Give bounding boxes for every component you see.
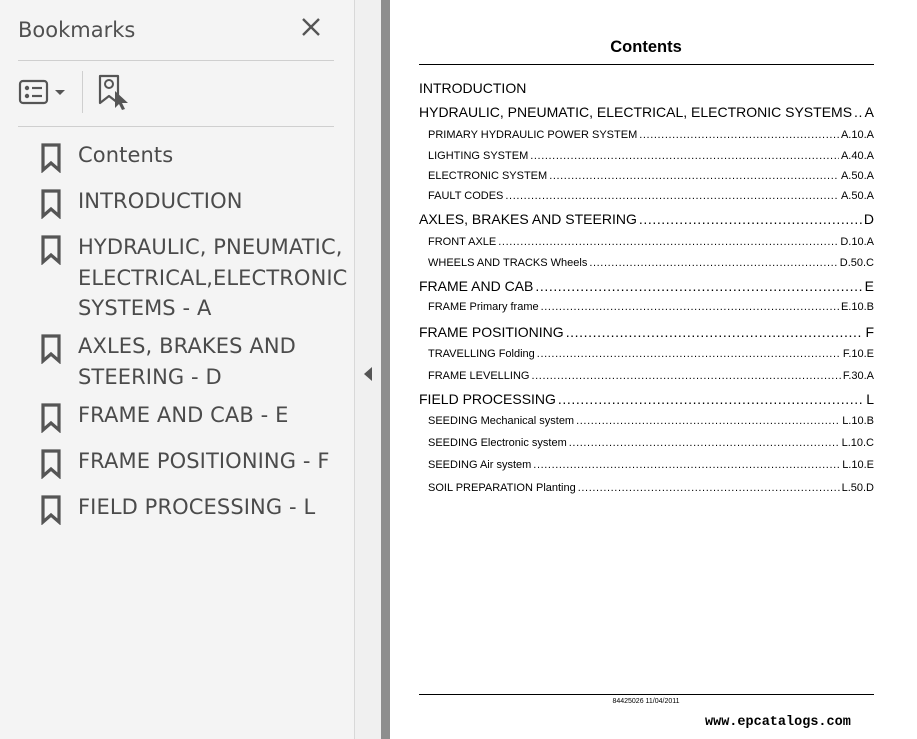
toc-leader-dots — [639, 211, 862, 227]
toc-entry-title: FIELD PROCESSING — [419, 391, 556, 407]
bookmark-item[interactable] — [40, 186, 243, 219]
toc-entry[interactable] — [428, 482, 874, 494]
toc-leader-dots — [537, 348, 841, 360]
options-menu-icon[interactable] — [18, 77, 68, 107]
toc-leader-dots — [576, 415, 840, 427]
toc-entry-title: FRAME POSITIONING — [419, 324, 564, 340]
bookmark-label: HYDRAULIC, PNEUMATIC, ELECTRICAL,ELECTRONIC SYSTEMS - A — [78, 235, 348, 320]
toc-entry-title: HYDRAULIC, PNEUMATIC, ELECTRICAL, ELECTRONIC SYSTEMS — [419, 104, 853, 120]
bookmark-icon — [40, 235, 62, 265]
toc-leader-dots — [639, 129, 839, 141]
toc-entry[interactable] — [428, 170, 874, 182]
document-page — [390, 0, 917, 739]
bookmark-icon — [40, 334, 62, 364]
toc-entry[interactable] — [428, 348, 874, 360]
toc-entry-page: F.30.A — [842, 370, 874, 382]
bookmark-label: FRAME POSITIONING - F — [78, 449, 330, 473]
toc-entry[interactable] — [419, 104, 874, 120]
toc-entry[interactable] — [428, 150, 874, 162]
toc-leader-dots — [498, 236, 838, 248]
toc-entry-page: E — [864, 278, 874, 294]
toc-entry-page: A.50.A — [840, 190, 874, 202]
toolbar-separator — [82, 71, 83, 113]
toc-entry-title: FRAME Primary frame — [428, 301, 539, 313]
panel-collapse-strip — [355, 0, 381, 739]
bookmark-icon — [40, 143, 62, 173]
bookmark-item[interactable] — [40, 331, 296, 392]
toc-entry-page: A — [864, 104, 874, 120]
toc-leader-dots — [533, 459, 840, 471]
bookmark-icon — [40, 495, 62, 525]
toc-entry-title: AXLES, BRAKES AND STEERING — [419, 211, 637, 227]
toc-leader-dots — [558, 391, 864, 407]
toc-leader-dots — [566, 324, 864, 340]
toc-entry-page: D — [863, 211, 874, 227]
toc-entry-page: L — [866, 391, 874, 407]
toc-entry-title: SEEDING Mechanical system — [428, 415, 575, 427]
toc-entry[interactable] — [419, 324, 874, 340]
bookmark-label: FRAME AND CAB - E — [78, 403, 289, 427]
toc-entry[interactable] — [428, 257, 874, 269]
toc-entry-page: D.50.C — [839, 257, 874, 269]
toc-entry-page: L.50.D — [841, 482, 874, 494]
toc-entry-page: A.50.A — [840, 170, 874, 182]
toc-leader-dots — [541, 301, 839, 313]
toc-entry-title: LIGHTING SYSTEM — [428, 150, 529, 162]
watermark: www.epcatalogs.com — [705, 715, 851, 730]
toc-entry-title: SEEDING Air system — [428, 459, 532, 471]
bookmarks-title: Bookmarks — [18, 18, 136, 42]
toc-entry-title: WHEELS AND TRACKS Wheels — [428, 257, 588, 269]
toc-entry[interactable] — [428, 437, 874, 449]
bookmark-item[interactable] — [40, 492, 315, 525]
toc-entry-page: F — [865, 324, 874, 340]
toc-entry[interactable] — [419, 278, 874, 294]
bookmark-icon — [40, 449, 62, 479]
toc-leader-dots — [854, 104, 863, 120]
toc-entry-page: F.10.E — [842, 348, 874, 360]
toc-leader-dots — [589, 257, 837, 269]
toc-entry-title: FAULT CODES — [428, 190, 504, 202]
toc-entry-title: FRAME LEVELLING — [428, 370, 530, 382]
bookmark-icon — [40, 189, 62, 219]
bookmark-label: FIELD PROCESSING - L — [78, 495, 316, 519]
toc-entry[interactable] — [419, 211, 874, 227]
bookmark-label: Contents — [78, 143, 174, 167]
collapse-left-arrow-icon[interactable] — [363, 366, 373, 382]
toc-entry-page: L.10.E — [842, 459, 874, 471]
toc-entry[interactable] — [428, 415, 874, 427]
toc-entry-title: FRAME AND CAB — [419, 278, 534, 294]
toc-entry-page: D.10.A — [840, 236, 874, 248]
toc-entry-title: SEEDING Electronic system — [428, 437, 567, 449]
toc-entry[interactable] — [428, 236, 874, 248]
panel-divider[interactable] — [381, 0, 390, 739]
toc-entry-page: L.10.B — [842, 415, 874, 427]
bookmark-label: AXLES, BRAKES AND STEERING - D — [78, 334, 296, 389]
toc-entry[interactable] — [428, 370, 874, 382]
toc-leader-dots — [531, 370, 840, 382]
toc-entry-title: TRAVELLING Folding — [428, 348, 535, 360]
footer-rule — [419, 694, 874, 695]
bookmarks-header — [18, 14, 334, 61]
bookmark-item[interactable] — [40, 446, 330, 479]
page-title: Contents — [610, 38, 682, 56]
toc-leader-dots — [549, 170, 839, 182]
toc-entry-page: E.10.B — [840, 301, 874, 313]
toc-entry-title: PRIMARY HYDRAULIC POWER SYSTEM — [428, 129, 638, 141]
toc-entry-page: L.10.C — [841, 437, 874, 449]
toc-entry-title: SOIL PREPARATION Planting — [428, 482, 576, 494]
toc-entry-title: INTRODUCTION — [419, 80, 527, 96]
bookmark-label: INTRODUCTION — [78, 189, 243, 213]
bookmark-item[interactable] — [40, 232, 347, 324]
bookmark-icon — [40, 403, 62, 433]
toc-entry-title: FRONT AXLE — [428, 236, 497, 248]
bookmarks-panel — [0, 0, 355, 739]
toc-leader-dots — [505, 190, 839, 202]
toc-leader-dots — [578, 482, 840, 494]
toc-entry-page: A.10.A — [840, 129, 874, 141]
toc-entry[interactable] — [428, 301, 874, 313]
toc-entry[interactable] — [419, 391, 874, 407]
toc-entry[interactable] — [428, 459, 874, 471]
footer-code: 84425026 11/04/2011 — [612, 698, 680, 705]
toc-leader-dots — [569, 437, 840, 449]
title-rule — [419, 64, 874, 65]
toc-entry[interactable] — [428, 190, 874, 202]
bookmarks-toolbar — [18, 61, 334, 127]
toc-entry[interactable] — [428, 129, 874, 141]
toc-leader-dots — [530, 150, 839, 162]
bookmark-item[interactable] — [40, 140, 173, 173]
toc-entry-title: ELECTRONIC SYSTEM — [428, 170, 548, 182]
toc-leader-dots — [535, 278, 862, 294]
toc-entry-page: A.40.A — [840, 150, 874, 162]
new-bookmark-icon[interactable] — [96, 73, 132, 111]
toc-entry[interactable] — [419, 80, 874, 96]
close-icon[interactable] — [300, 16, 322, 38]
bookmark-item[interactable] — [40, 400, 289, 433]
